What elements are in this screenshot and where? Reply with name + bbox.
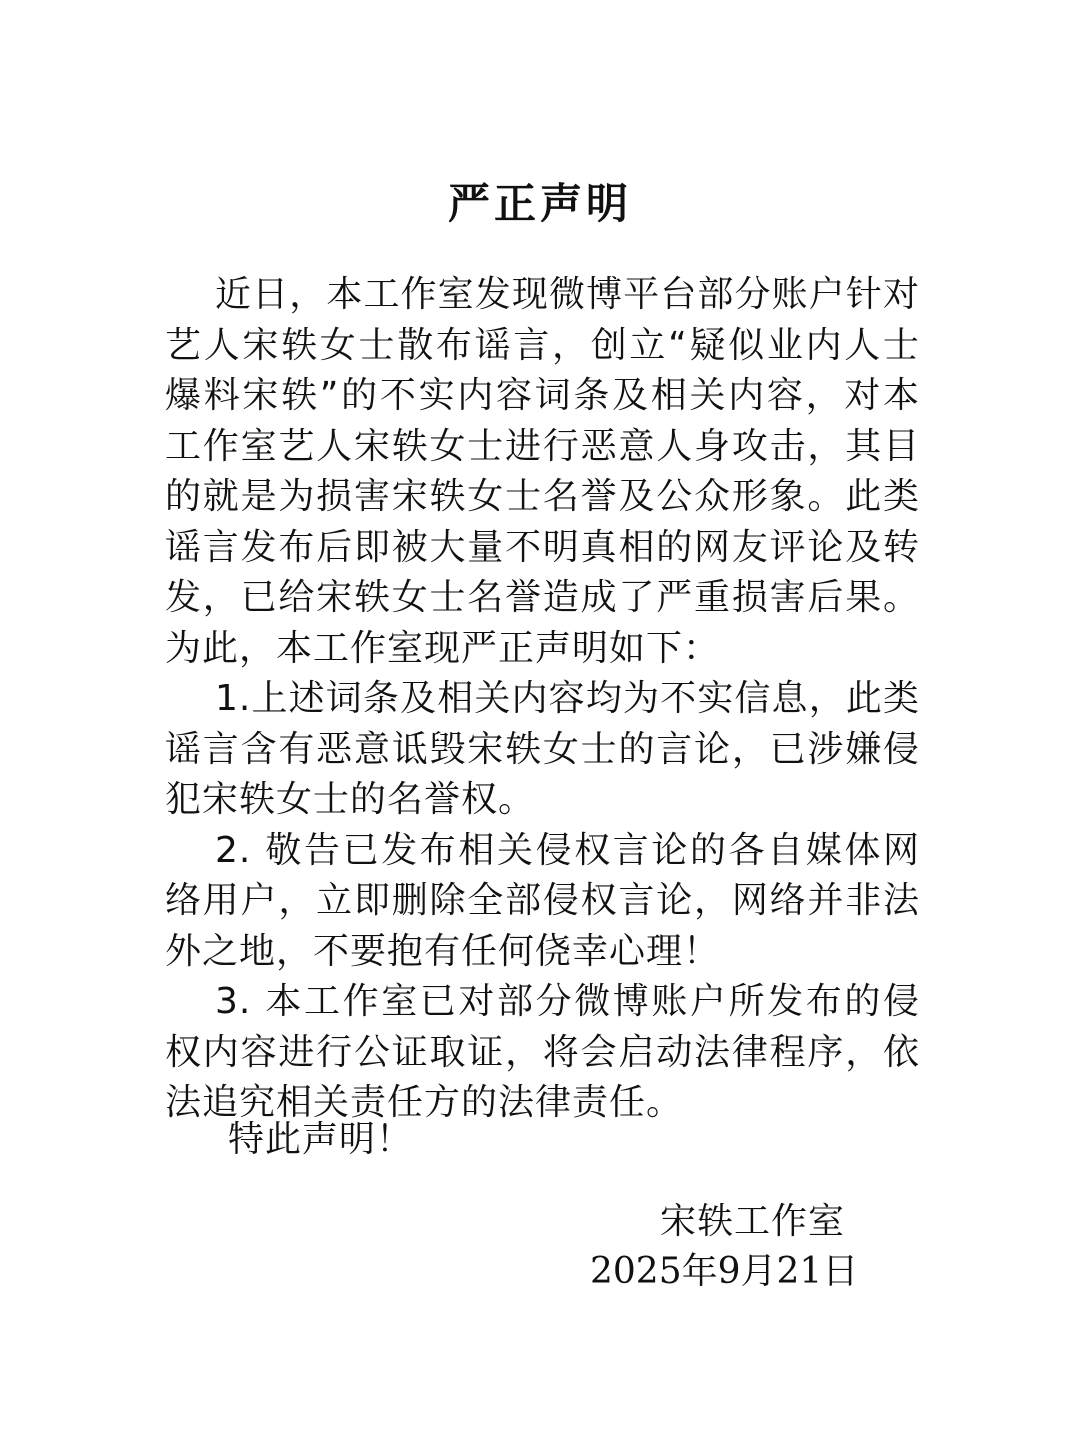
studio-signature: 宋轶工作室: [660, 1201, 846, 1242]
statement-body: [165, 270, 920, 1129]
point-1-paragraph: 1.上述词条及相关内容均为不实信息，此类谣言含有恶意诋毁宋轶女士的言论，已涉嫌侵犯宋轶女士的名誉权。: [165, 678, 920, 820]
point-3-paragraph: 3. 本工作室已对部分微博账户所发布的侵权内容进行公证取证，将会启动法律程序，依法追究相关责任方的法律责任。: [165, 981, 920, 1123]
statement-date: 2025年9月21日: [590, 1251, 859, 1292]
intro-paragraph: 近日，本工作室发现微博平台部分账户针对艺人宋轶女士散布谣言，创立“疑似业内人士爆料宋轶”的不实内容词条及相关内容，对本工作室艺人宋轶女士进行恶意人身攻击，其目的就是为损害宋轶女士名誉及公众形象。此类谣言发布后即被大量不明真相的网友评论及转发，已给宋轶女士名誉造成了严重损害后果。为此，本工作室现严正声明如下：: [165, 274, 920, 669]
point-2-paragraph: 2. 敬告已发布相关侵权言论的各自媒体网络用户，立即删除全部侵权言论，网络并非法外之地，不要抱有任何侥幸心理！: [165, 829, 920, 972]
document-title: 严正声明: [447, 179, 632, 228]
closing-statement: 特此声明！: [228, 1119, 414, 1160]
